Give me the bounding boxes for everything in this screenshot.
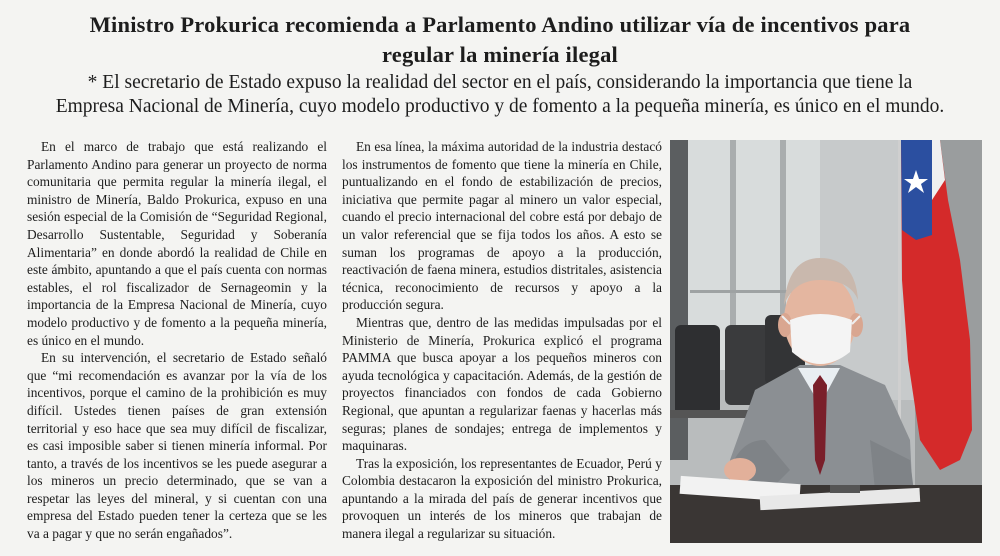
paragraph: Tras la exposición, los representantes de Ecuador, Perú y Colombia destacaron la exposición del ministro Prokurica, apuntando a la mirada del país de generar incentivos que provoquen un interés de los mineros que trabajan de manera ilegal a regularizar su situación. (342, 455, 662, 542)
subhead-line-2: Empresa Nacional de Minería, cuyo modelo productivo y de fomento a la pequeña minería, es único en el mundo. (55, 96, 945, 117)
paragraph: En su intervención, el secretario de Estado señaló que “mi recomendación es avanzar por la vía de los incentivos, porque el camino de la prohibición es muy difícil. Ustedes tienen países de gran extensión territorial y eso hace que sea muy difícil de fiscalizar, es casi imposible saber si tienen minería informal. Por tanto, a través de los incentivos se les puede asegurar a los mineros un precio determinado, que se van a respetar las leyes del mineral, y si cuentan con una empresa del Estado pueden tener la certeza que se les va a pagar y que no serán engañados”. (27, 350, 327, 542)
paragraph: En el marco de trabajo que está realizando el Parlamento Andino para generar un proyecto de norma comunitaria que permita regular la minería ilegal, el ministro de Minería, Baldo Prokurica, expuso en una sesión especial de la Comisión de “Seguridad Regional, Desarrollo Sustentable, Seguridad y Soberanía Alimentaria” en donde abordó la realidad de Chile en este ámbito, apuntando a que el país cuenta con normas estables, el rol fiscalizador de Sernageomin y la importancia de la Empresa Nacional de Minería, cuyo modelo productivo y de fomento a la pequeña minería, es único en el mundo. (27, 139, 327, 348)
article-column-1 (27, 138, 327, 543)
article-photo (670, 140, 982, 543)
paragraph: En esa línea, la máxima autoridad de la industria destacó los instrumentos de fomento que tiene la minería en Chile, puntualizando en el fondo de estabilización de precios, iniciativa que permite pagar al minero un valor especial, cuando el precio internacional del cobre está por debajo de un valor referencial que se fija todos los años. A esto se suman los programas de apoyo a la producción, reactivación de faena minera, estudios distritales, asistencia técnica, reconocimiento de recursos y apoyo a la producción segura. (342, 139, 662, 313)
headline-line-2: regular la minería ilegal (381, 42, 618, 67)
paragraph: Mientras que, dentro de las medidas impulsadas por el Ministerio de Minería, Prokurica explicó el programa PAMMA que busca apoyar a los pequeños mineros con ayuda tecnológica y capacitación. Además, de la gestión de proyectos financiados con fondos de cada Gobierno Regional, que apuntan a regularizar faenas y hacerlas más seguras; planes de sondajes; entrega de implementos y maquinaras. (342, 314, 662, 454)
subhead-line-1: * El secretario de Estado expuso la realidad del sector en el país, considerando la importancia que tiene la (87, 72, 913, 93)
headline (20, 10, 980, 70)
headline-line-1: Ministro Prokurica recomienda a Parlamento Andino utilizar vía de incentivos para (89, 12, 911, 37)
article-column-2 (342, 138, 662, 543)
subheadline (20, 71, 980, 119)
